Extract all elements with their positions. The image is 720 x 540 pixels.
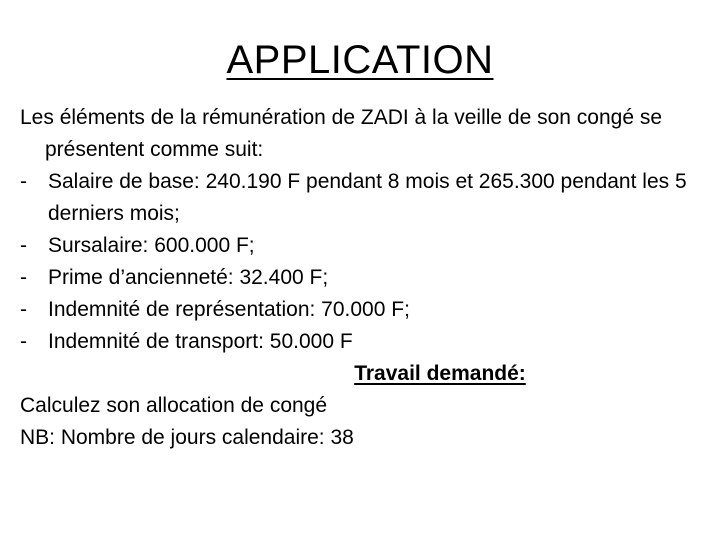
page-title bbox=[0, 36, 720, 84]
list-item-text: Indemnité de représentation: 70.000 F; bbox=[48, 298, 410, 321]
bullet-dash: - bbox=[20, 298, 27, 321]
task-heading-text: Travail demandé: bbox=[354, 362, 526, 385]
list-item bbox=[20, 230, 700, 262]
list-item bbox=[20, 262, 700, 294]
list-item bbox=[20, 326, 700, 358]
bullet-dash: - bbox=[20, 170, 27, 193]
list-item-text: Prime d’ancienneté: 32.400 F; bbox=[48, 266, 329, 289]
bullet-dash: - bbox=[20, 234, 27, 257]
list-item-text: Salaire de base: 240.190 F pendant 8 mois et 265.300 pendant les 5 derniers mois; bbox=[48, 170, 687, 225]
list-item bbox=[20, 294, 700, 326]
list-item bbox=[20, 166, 700, 230]
list-item-text: Sursalaire: 600.000 F; bbox=[48, 234, 255, 257]
title-text: APPLICATION bbox=[226, 38, 494, 82]
remuneration-list bbox=[20, 166, 700, 358]
bullet-dash: - bbox=[20, 330, 27, 353]
task-text: Calculez son allocation de congé bbox=[20, 394, 328, 417]
slide-body bbox=[20, 102, 700, 454]
task-heading bbox=[20, 358, 700, 390]
intro-paragraph: Les éléments de la rémunération de ZADI à la veille de son congé se présentent comme suit: bbox=[20, 106, 663, 161]
bullet-dash: - bbox=[20, 266, 27, 289]
note-text: NB: Nombre de jours calendaire: 38 bbox=[20, 426, 354, 449]
list-item-text: Indemnité de transport: 50.000 F bbox=[48, 330, 353, 353]
